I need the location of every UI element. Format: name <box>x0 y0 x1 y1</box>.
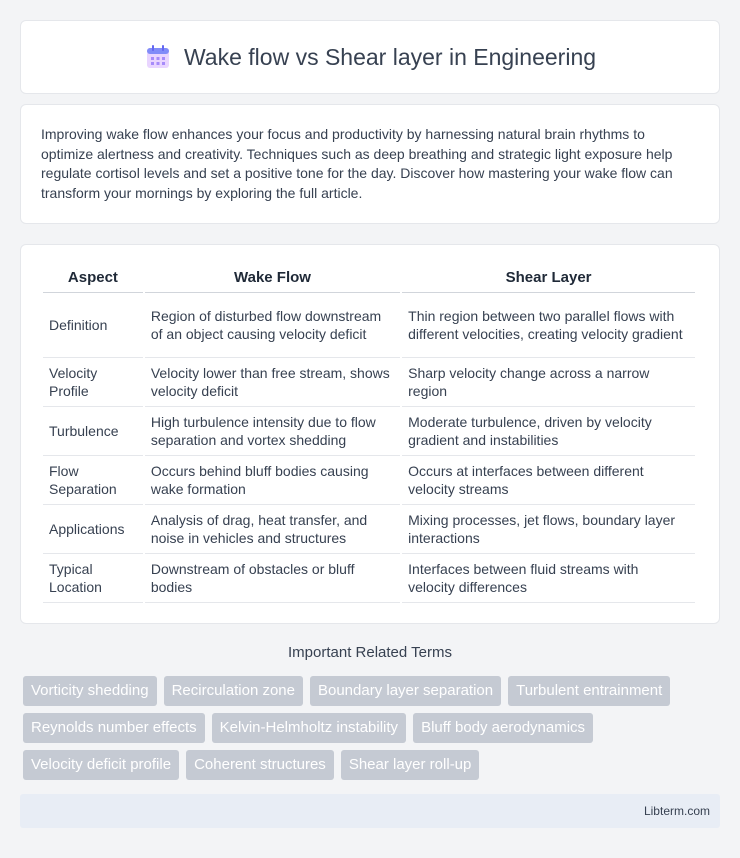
cell-aspect: Definition <box>43 293 143 358</box>
table-row <box>43 293 695 358</box>
cell-aspect: Flow Separation <box>43 456 143 505</box>
header-shear-layer: Shear Layer <box>402 263 695 293</box>
table-row <box>43 554 695 603</box>
calendar-icon <box>144 43 172 71</box>
header-aspect: Aspect <box>43 263 143 293</box>
related-term-tag[interactable]: Velocity deficit profile <box>23 750 179 780</box>
cell-wake-flow: Occurs behind bluff bodies causing wake formation <box>145 456 400 505</box>
cell-aspect: Velocity Profile <box>43 358 143 407</box>
cell-shear-layer: Thin region between two parallel flows with different velocities, creating velocity gradient <box>402 293 695 358</box>
title-card <box>20 20 720 94</box>
cell-aspect: Typical Location <box>43 554 143 603</box>
intro-text: Improving wake flow enhances your focus and productivity by harnessing natural brain rhythms to optimize alertness and creativity. Techniques such as deep breathing and strategic light exposure help regulate cortisol levels and set a positive tone for the day. Discover how mastering your wake flow can transform your mornings by exploring the full article. <box>41 126 673 201</box>
related-terms-list <box>23 676 723 780</box>
related-term-tag[interactable]: Bluff body aerodynamics <box>413 713 593 743</box>
table-row <box>43 358 695 407</box>
cell-shear-layer: Interfaces between fluid streams with velocity differences <box>402 554 695 603</box>
cell-aspect: Applications <box>43 505 143 554</box>
cell-shear-layer: Sharp velocity change across a narrow region <box>402 358 695 407</box>
page-title: Wake flow vs Shear layer in Engineering <box>183 43 597 70</box>
related-term-tag[interactable]: Turbulent entrainment <box>508 676 670 706</box>
cell-wake-flow: Analysis of drag, heat transfer, and noise in vehicles and structures <box>145 505 400 554</box>
comparison-table <box>41 263 697 603</box>
cell-wake-flow: High turbulence intensity due to flow separation and vortex shedding <box>145 407 400 456</box>
table-row <box>43 407 695 456</box>
cell-wake-flow: Downstream of obstacles or bluff bodies <box>145 554 400 603</box>
related-term-tag[interactable]: Kelvin-Helmholtz instability <box>212 713 406 743</box>
related-term-tag[interactable]: Vorticity shedding <box>23 676 157 706</box>
cell-wake-flow: Region of disturbed flow downstream of an object causing velocity deficit <box>145 293 400 358</box>
cell-wake-flow: Velocity lower than free stream, shows velocity deficit <box>145 358 400 407</box>
related-term-tag[interactable]: Reynolds number effects <box>23 713 205 743</box>
related-term-tag[interactable]: Recirculation zone <box>164 676 303 706</box>
cell-aspect: Turbulence <box>43 407 143 456</box>
cell-shear-layer: Moderate turbulence, driven by velocity gradient and instabilities <box>402 407 695 456</box>
intro-card <box>20 104 720 224</box>
cell-shear-layer: Mixing processes, jet flows, boundary layer interactions <box>402 505 695 554</box>
comparison-table-card <box>20 244 720 624</box>
related-term-tag[interactable]: Coherent structures <box>186 750 334 780</box>
related-terms-heading: Important Related Terms <box>288 644 452 661</box>
footer-brand[interactable]: Libterm.com <box>643 804 710 818</box>
related-term-tag[interactable]: Shear layer roll-up <box>341 750 480 780</box>
table-row <box>43 456 695 505</box>
related-term-tag[interactable]: Boundary layer separation <box>310 676 501 706</box>
cell-shear-layer: Occurs at interfaces between different velocity streams <box>402 456 695 505</box>
table-row <box>43 505 695 554</box>
header-wake-flow: Wake Flow <box>145 263 400 293</box>
footer <box>20 794 720 828</box>
